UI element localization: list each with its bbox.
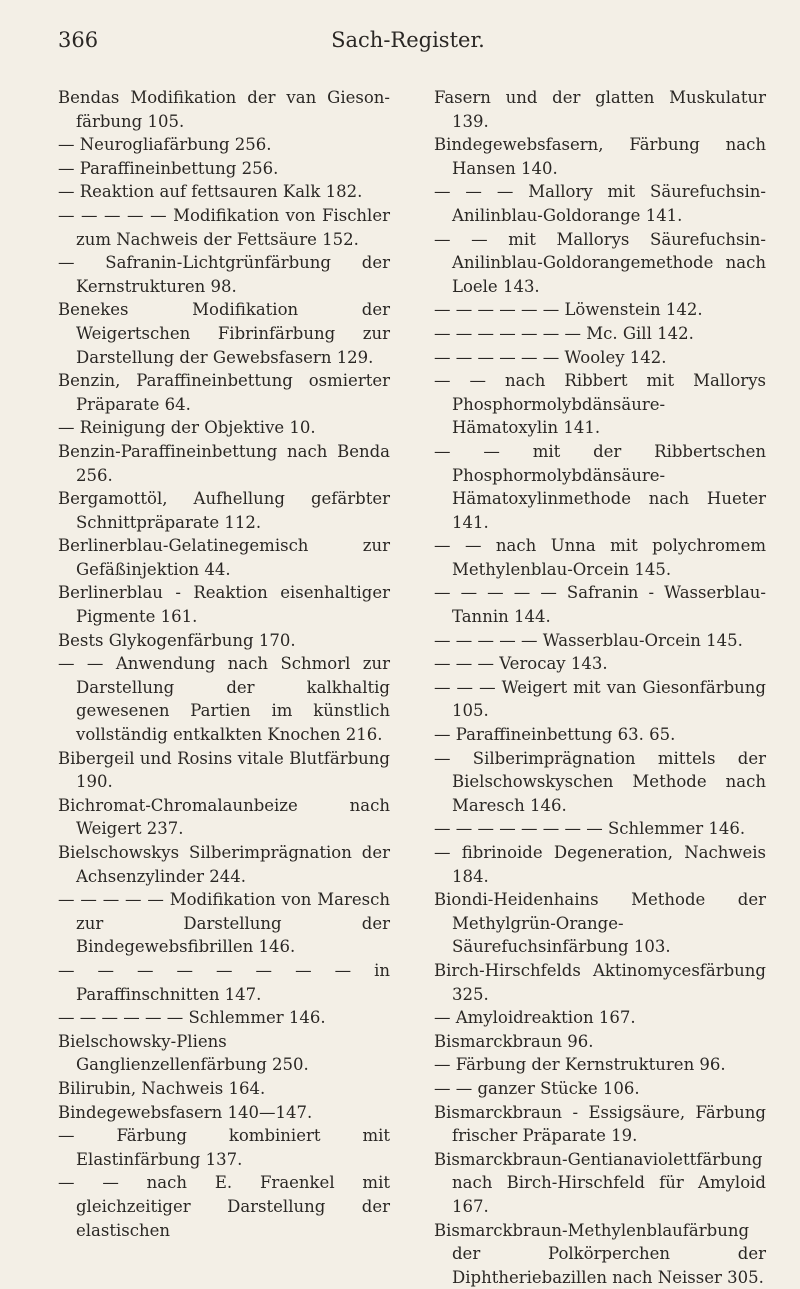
- index-entry: — — nach E. Fraenkel mit gleichzeitiger Darstellung der elastischen: [58, 1171, 390, 1242]
- index-entry: Bests Glykogenfärbung 170.: [58, 629, 390, 653]
- index-entry: Bielschowskys Silberimprägnation der Achsenzylinder 244.: [58, 841, 390, 888]
- index-entry: — — mit der Ribbertschen Phosphormolybdänsäure-Hämatoxylinmethode nach Hueter 141.: [434, 440, 766, 534]
- index-entry: — — — — — — — Mc. Gill 142.: [434, 322, 766, 346]
- index-entry: — — — Mallory mit Säurefuchsin-Anilinblau-Goldorange 141.: [434, 180, 766, 227]
- page-number: 366: [58, 28, 98, 52]
- index-entry: Bilirubin, Nachweis 164.: [58, 1077, 390, 1101]
- index-entry: Bibergeil und Rosins vitale Blutfärbung 190.: [58, 747, 390, 794]
- index-entry: — — ganzer Stücke 106.: [434, 1077, 766, 1101]
- index-entry: Bindegewebsfasern, Färbung nach Hansen 140.: [434, 133, 766, 180]
- index-entry: — — — Weigert mit van Giesonfärbung 105.: [434, 676, 766, 723]
- index-entry: Benzin-Paraffineinbettung nach Benda 256.: [58, 440, 390, 487]
- index-entry: Biondi-Heidenhains Methode der Methylgrün-Orange-Säurefuchsinfärbung 103.: [434, 888, 766, 959]
- index-entry: — — — — — — — — Schlemmer 146.: [434, 817, 766, 841]
- index-entry: — Reaktion auf fettsauren Kalk 182.: [58, 180, 390, 204]
- index-entry: — fibrinoide Degeneration, Nachweis 184.: [434, 841, 766, 888]
- index-entry: — — — — — Modifikation von Fischler zum Nachweis der Fettsäure 152.: [58, 204, 390, 251]
- index-entry: — — — Verocay 143.: [434, 652, 766, 676]
- left-column: [58, 86, 390, 1242]
- index-entry: Bismarckbraun-Gentianaviolettfärbung nach Birch-Hirschfeld für Amyloid 167.: [434, 1148, 766, 1219]
- index-entry: Benzin, Paraffineinbettung osmierter Präparate 64.: [58, 369, 390, 416]
- index-entry: — — — — — — Löwenstein 142.: [434, 298, 766, 322]
- index-entry: — — — — — — Wooley 142.: [434, 346, 766, 370]
- index-entry: Berlinerblau-Gelatinegemisch zur Gefäßinjektion 44.: [58, 534, 390, 581]
- index-entry: — — — — — — Schlemmer 146.: [58, 1006, 390, 1030]
- index-entry: Fasern und der glatten Muskulatur 139.: [434, 86, 766, 133]
- index-entry: — Färbung der Kernstrukturen 96.: [434, 1053, 766, 1077]
- index-entry: Bismarckbraun 96.: [434, 1030, 766, 1054]
- index-entry: — Reinigung der Objektive 10.: [58, 416, 390, 440]
- index-entry: — — — — — — — — in Paraffinschnitten 147.: [58, 959, 390, 1006]
- index-entry: Bergamottöl, Aufhellung gefärbter Schnittpräparate 112.: [58, 487, 390, 534]
- index-entry: — — — — — Wasserblau-Orcein 145.: [434, 629, 766, 653]
- index-entry: — — — — — Safranin - Wasserblau-Tannin 144.: [434, 581, 766, 628]
- index-entry: Bismarckbraun - Essigsäure, Färbung frischer Präparate 19.: [434, 1101, 766, 1148]
- index-entry: — Paraffineinbettung 63. 65.: [434, 723, 766, 747]
- page-header: [58, 28, 758, 58]
- index-entry: Bielschowsky-Pliens Ganglienzellenfärbung 250.: [58, 1030, 390, 1077]
- index-entry: — Paraffineinbettung 256.: [58, 157, 390, 181]
- index-entry: — Safranin-Lichtgrünfärbung der Kernstrukturen 98.: [58, 251, 390, 298]
- index-entry: — Silberimprägnation mittels der Bielschowskyschen Methode nach Maresch 146.: [434, 747, 766, 818]
- index-entry: Bindegewebsfasern 140—147.: [58, 1101, 390, 1125]
- index-entry: — Färbung kombiniert mit Elastinfärbung 137.: [58, 1124, 390, 1171]
- index-entry: — — — — — Modifikation von Maresch zur Darstellung der Bindegewebsfibrillen 146.: [58, 888, 390, 959]
- index-entry: Benekes Modifikation der Weigertschen Fibrinfärbung zur Darstellung der Gewebsfasern 129.: [58, 298, 390, 369]
- index-entry: Bismarckbraun-Methylenblaufärbung der Polkörperchen der Diphtheriebazillen nach Neisser 305.: [434, 1219, 766, 1289]
- index-entry: Bichromat-Chromalaunbeize nach Weigert 237.: [58, 794, 390, 841]
- right-column: [434, 86, 766, 1289]
- index-entry: — — nach Unna mit polychromem Methylenblau-Orcein 145.: [434, 534, 766, 581]
- index-entry: — — Anwendung nach Schmorl zur Darstellung der kalkhaltig gewesenen Partien im künstlich vollständig entkalkten Knochen 216.: [58, 652, 390, 746]
- index-entry: — — mit Mallorys Säurefuchsin-Anilinblau-Goldorangemethode nach Loele 143.: [434, 228, 766, 299]
- index-entry: — Neurogliafärbung 256.: [58, 133, 390, 157]
- index-entry: Bendas Modifikation der van Gieson-färbung 105.: [58, 86, 390, 133]
- index-entry: — Amyloidreaktion 167.: [434, 1006, 766, 1030]
- index-entry: Birch-Hirschfelds Aktinomycesfärbung 325.: [434, 959, 766, 1006]
- index-entry: Berlinerblau - Reaktion eisenhaltiger Pigmente 161.: [58, 581, 390, 628]
- index-entry: — — nach Ribbert mit Mallorys Phosphormolybdänsäure-Hämatoxylin 141.: [434, 369, 766, 440]
- running-title: Sach-Register.: [58, 28, 758, 52]
